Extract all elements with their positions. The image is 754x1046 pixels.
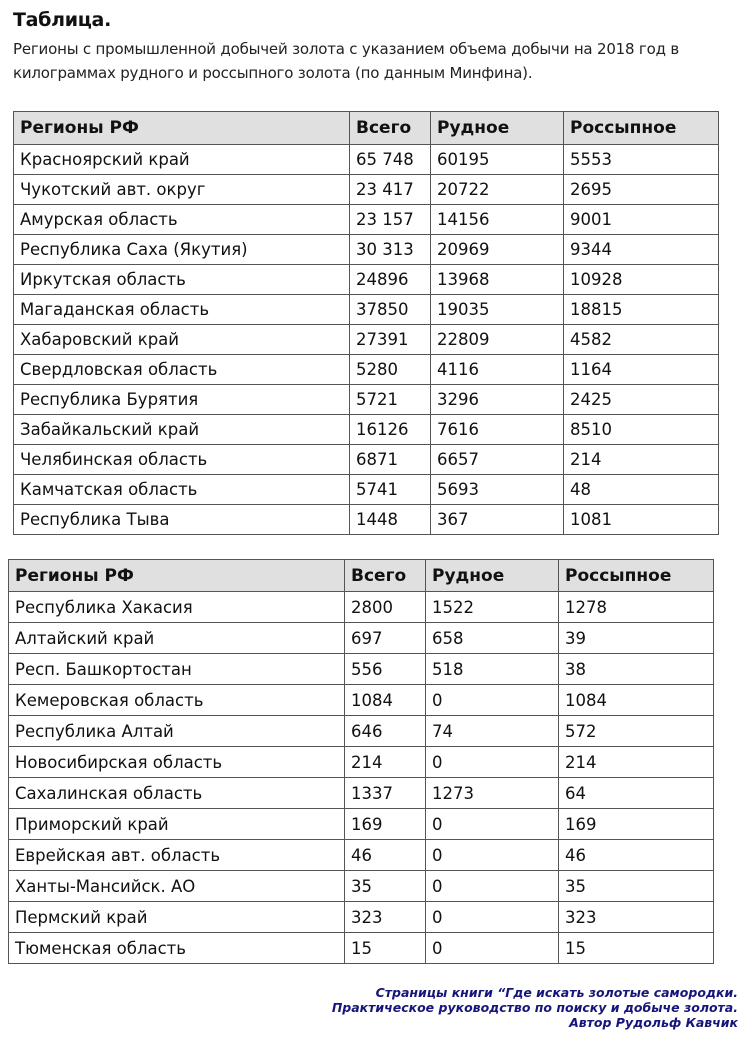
cell-total: 23 417 — [350, 175, 431, 205]
table-row — [14, 145, 719, 175]
table-row — [9, 933, 714, 964]
cell-total: 6871 — [350, 445, 431, 475]
cell-ore: 0 — [426, 933, 559, 964]
table-row — [9, 871, 714, 902]
cell-region: Красноярский край — [14, 145, 350, 175]
table-row — [9, 747, 714, 778]
cell-ore: 518 — [426, 654, 559, 685]
cell-total: 5741 — [350, 475, 431, 505]
cell-region: Чукотский авт. округ — [14, 175, 350, 205]
header-ore: Рудное — [431, 112, 564, 145]
cell-total: 35 — [345, 871, 426, 902]
cell-ore: 74 — [426, 716, 559, 747]
table-row — [14, 235, 719, 265]
credit-line-author: Автор Рудольф Кавчик — [569, 1015, 738, 1030]
cell-region: Хабаровский край — [14, 325, 350, 355]
table-row — [14, 265, 719, 295]
cell-total: 2800 — [345, 592, 426, 623]
table-row — [14, 505, 719, 535]
cell-total: 214 — [345, 747, 426, 778]
cell-total: 323 — [345, 902, 426, 933]
cell-total: 5721 — [350, 385, 431, 415]
cell-region: Свердловская область — [14, 355, 350, 385]
cell-ore: 658 — [426, 623, 559, 654]
cell-ore: 1522 — [426, 592, 559, 623]
credit-line-book: Страницы книги “Где искать золотые самородки. — [375, 985, 738, 1000]
cell-placer: 2695 — [564, 175, 719, 205]
cell-ore: 367 — [431, 505, 564, 535]
table-row — [9, 902, 714, 933]
cell-placer: 572 — [559, 716, 714, 747]
cell-placer: 4582 — [564, 325, 719, 355]
cell-ore: 0 — [426, 902, 559, 933]
table-row — [9, 809, 714, 840]
table-row — [14, 355, 719, 385]
cell-total: 646 — [345, 716, 426, 747]
cell-placer: 38 — [559, 654, 714, 685]
cell-placer: 46 — [559, 840, 714, 871]
cell-region: Еврейская авт. область — [9, 840, 345, 871]
cell-placer: 5553 — [564, 145, 719, 175]
cell-ore: 5693 — [431, 475, 564, 505]
cell-total: 30 313 — [350, 235, 431, 265]
cell-region: Республика Саха (Якутия) — [14, 235, 350, 265]
cell-ore: 0 — [426, 809, 559, 840]
header-region: Регионы РФ — [9, 560, 345, 592]
table-header-row — [14, 112, 719, 145]
header-placer: Россыпное — [559, 560, 714, 592]
cell-placer: 8510 — [564, 415, 719, 445]
table-row — [14, 415, 719, 445]
table-caption: Регионы с промышленной добычей золота с указанием объема добычи на 2018 год в килограммах рудного и россыпного золота (по данным Минфина). — [13, 40, 679, 82]
cell-total: 5280 — [350, 355, 431, 385]
book-credit — [178, 985, 738, 1030]
cell-placer: 10928 — [564, 265, 719, 295]
table-row — [14, 385, 719, 415]
cell-placer: 39 — [559, 623, 714, 654]
cell-ore: 0 — [426, 747, 559, 778]
cell-region: Приморский край — [9, 809, 345, 840]
header-region: Регионы РФ — [14, 112, 350, 145]
cell-ore: 22809 — [431, 325, 564, 355]
cell-region: Республика Хакасия — [9, 592, 345, 623]
table-body — [14, 145, 719, 535]
cell-ore: 0 — [426, 871, 559, 902]
cell-placer: 35 — [559, 871, 714, 902]
cell-placer: 9344 — [564, 235, 719, 265]
cell-ore: 19035 — [431, 295, 564, 325]
cell-region: Забайкальский край — [14, 415, 350, 445]
cell-placer: 18815 — [564, 295, 719, 325]
table-row — [14, 205, 719, 235]
table-row — [9, 623, 714, 654]
cell-placer: 1084 — [559, 685, 714, 716]
table-header-row — [9, 560, 714, 592]
cell-ore: 3296 — [431, 385, 564, 415]
cell-placer: 214 — [564, 445, 719, 475]
table-row — [9, 716, 714, 747]
cell-total: 65 748 — [350, 145, 431, 175]
cell-placer: 2425 — [564, 385, 719, 415]
cell-total: 556 — [345, 654, 426, 685]
cell-region: Республика Тыва — [14, 505, 350, 535]
cell-total: 1337 — [345, 778, 426, 809]
cell-ore: 20722 — [431, 175, 564, 205]
cell-placer: 9001 — [564, 205, 719, 235]
cell-region: Республика Алтай — [9, 716, 345, 747]
header-placer: Россыпное — [564, 112, 719, 145]
cell-ore: 60195 — [431, 145, 564, 175]
cell-region: Амурская область — [14, 205, 350, 235]
cell-total: 1448 — [350, 505, 431, 535]
table-row — [14, 445, 719, 475]
header-ore: Рудное — [426, 560, 559, 592]
cell-region: Камчатская область — [14, 475, 350, 505]
table-row — [14, 325, 719, 355]
cell-region: Респ. Башкортостан — [9, 654, 345, 685]
cell-ore: 4116 — [431, 355, 564, 385]
cell-ore: 0 — [426, 685, 559, 716]
cell-total: 46 — [345, 840, 426, 871]
cell-total: 1084 — [345, 685, 426, 716]
cell-ore: 20969 — [431, 235, 564, 265]
cell-total: 16126 — [350, 415, 431, 445]
cell-region: Пермский край — [9, 902, 345, 933]
credit-line-subtitle: Практическое руководство по поиску и добыче золота. — [331, 1000, 738, 1015]
cell-total: 23 157 — [350, 205, 431, 235]
cell-total: 24896 — [350, 265, 431, 295]
table-row — [9, 654, 714, 685]
cell-ore: 1273 — [426, 778, 559, 809]
table-body — [9, 592, 714, 964]
gold-production-table-1 — [13, 111, 719, 535]
cell-total: 27391 — [350, 325, 431, 355]
cell-placer: 214 — [559, 747, 714, 778]
cell-region: Ханты-Мансийск. АО — [9, 871, 345, 902]
cell-region: Новосибирская область — [9, 747, 345, 778]
table-row — [9, 592, 714, 623]
cell-total: 15 — [345, 933, 426, 964]
cell-region: Сахалинская область — [9, 778, 345, 809]
page-title: Таблица. — [13, 9, 111, 31]
cell-placer: 1164 — [564, 355, 719, 385]
cell-region: Тюменская область — [9, 933, 345, 964]
cell-total: 169 — [345, 809, 426, 840]
cell-region: Челябинская область — [14, 445, 350, 475]
cell-placer: 1278 — [559, 592, 714, 623]
cell-ore: 0 — [426, 840, 559, 871]
cell-placer: 15 — [559, 933, 714, 964]
table-row — [9, 778, 714, 809]
table-row — [9, 840, 714, 871]
cell-placer: 323 — [559, 902, 714, 933]
cell-region: Алтайский край — [9, 623, 345, 654]
cell-ore: 6657 — [431, 445, 564, 475]
cell-total: 697 — [345, 623, 426, 654]
cell-placer: 48 — [564, 475, 719, 505]
table-row — [9, 685, 714, 716]
cell-ore: 13968 — [431, 265, 564, 295]
cell-region: Республика Бурятия — [14, 385, 350, 415]
header-total: Всего — [350, 112, 431, 145]
cell-region: Магаданская область — [14, 295, 350, 325]
header-total: Всего — [345, 560, 426, 592]
table-row — [14, 475, 719, 505]
cell-placer: 169 — [559, 809, 714, 840]
cell-placer: 64 — [559, 778, 714, 809]
table-row — [14, 295, 719, 325]
cell-ore: 7616 — [431, 415, 564, 445]
cell-region: Иркутская область — [14, 265, 350, 295]
cell-placer: 1081 — [564, 505, 719, 535]
table-row — [14, 175, 719, 205]
cell-region: Кемеровская область — [9, 685, 345, 716]
gold-production-table-2 — [8, 559, 714, 964]
cell-ore: 14156 — [431, 205, 564, 235]
cell-total: 37850 — [350, 295, 431, 325]
